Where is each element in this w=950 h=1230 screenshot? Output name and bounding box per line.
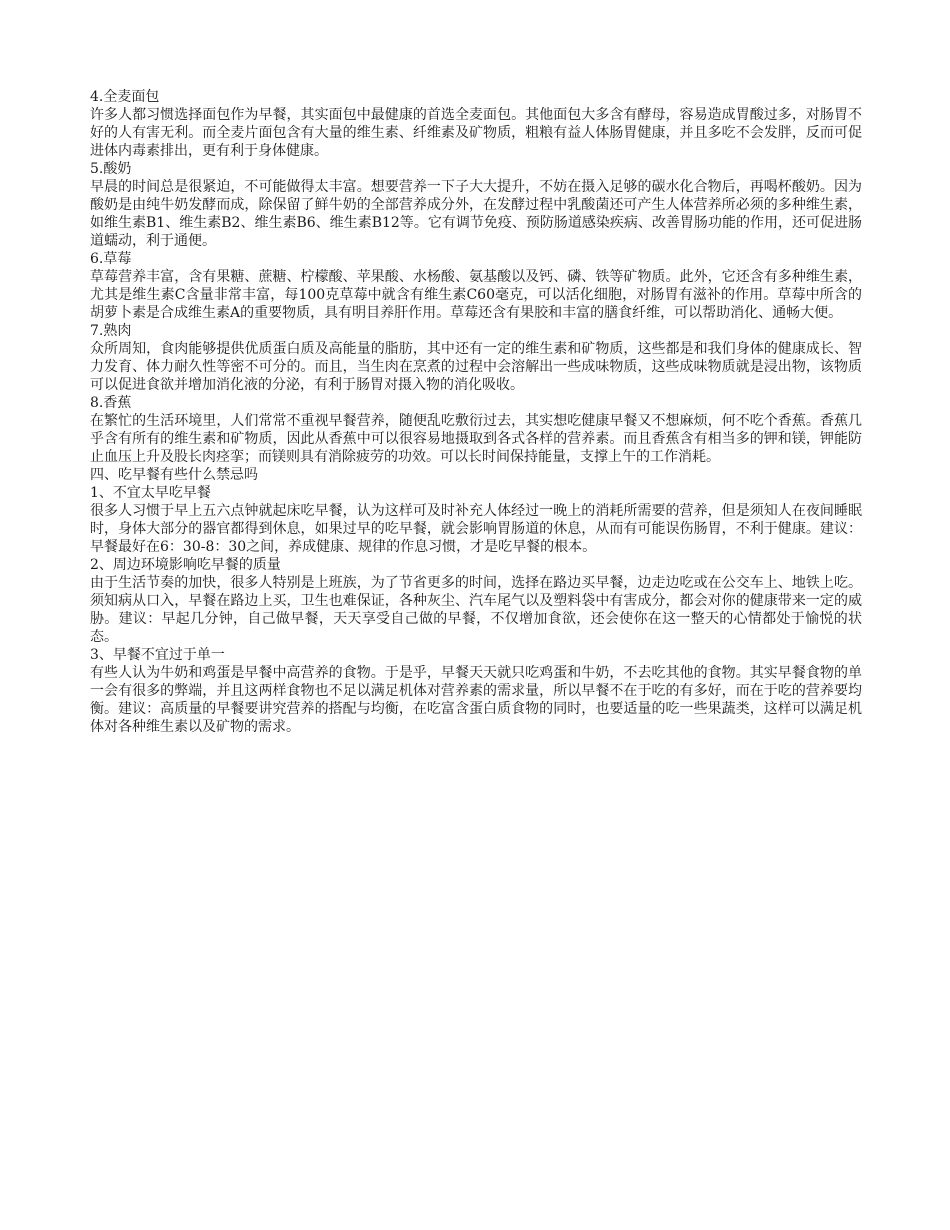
section-paragraph-not-too-simple: 有些人认为牛奶和鸡蛋是早餐中高营养的食物。于是乎，早餐天天就只吃鸡蛋和牛奶，不去吃其他的食物。其实早餐食物的单一会有很多的弊端，并且这两样食物也不足以满足机体对营养素的需求量，所以早餐不在于吃的有多好，而在于吃的营养要均衡。建议：高质量的早餐要讲究营养的搭配与均衡，在吃富含蛋白质食物的同时，也要适量的吃一些果蔬类，这样可以满足机体对各种维生素以及矿物的需求。 xyxy=(90,665,862,735)
section-heading-cooked-meat: 7.熟肉 xyxy=(90,323,132,339)
section-paragraph-cooked-meat: 众所周知，食肉能够提供优质蛋白质及高能量的脂肪，其中还有一定的维生素和矿物质，这些都是和我们身体的健康成长、智力发育、体力耐久性等密不可分的。而且，当生肉在烹煮的过程中会溶解出一些成味物质，这些成味物质就是浸出物，该物质可以促进食欲并增加消化液的分泌，有利于肠胃对摄入物的消化吸收。 xyxy=(90,341,862,393)
section-paragraph-yogurt: 早晨的时间总是很紧迫，不可能做得太丰富。想要营养一下子大大提升，不妨在摄入足够的碳水化合物后，再喝杯酸奶。因为酸奶是由纯牛奶发酵而成，除保留了鲜牛奶的全部营养成分外，在发酵过程中乳酸菌还可产生人体营养所必须的多种维生素，如维生素B1、维生素B2、维生素B6、维生素B12等。它有调节免疫、预防肠道感染疾病、改善胃肠功能的作用，还可促进肠道蠕动，利于通便。 xyxy=(90,179,862,249)
document-body xyxy=(90,88,862,736)
section-paragraph-strawberry: 草莓营养丰富，含有果糖、蔗糖、柠檬酸、苹果酸、水杨酸、氨基酸以及钙、磷、铁等矿物质。此外，它还含有多种维生素，尤其是维生素C含量非常丰富，每100克草莓中就含有维生素C60毫克，可以活化细胞，对肠胃有滋补的作用。草莓中所含的胡萝卜素是合成维生素A的重要物质，具有明目养肝作用。草莓还含有果胶和丰富的膳食纤维，可以帮助消化、通畅大便。 xyxy=(90,269,862,321)
section-heading-environment: 2、周边环境影响吃早餐的质量 xyxy=(90,557,281,573)
section-paragraph-whole-wheat-bread: 许多人都习惯选择面包作为早餐，其实面包中最健康的首选全麦面包。其他面包大多含有酵母，容易造成胃酸过多，对肠胃不好的人有害无利。而全麦片面包含有大量的维生素、纤维素及矿物质，粗粮有益人体肠胃健康，并且多吃不会发胖，反而可促进体内毒素排出，更有利于身体健康。 xyxy=(90,107,862,159)
chapter-heading-breakfast-taboos: 四、吃早餐有些什么禁忌吗 xyxy=(90,467,258,483)
section-heading-not-too-early: 1、不宜太早吃早餐 xyxy=(90,485,211,501)
section-paragraph-banana: 在繁忙的生活环境里，人们常常不重视早餐营养，随便乱吃敷衍过去，其实想吃健康早餐又不想麻烦，何不吃个香蕉。香蕉几乎含有所有的维生素和矿物质，因此从香蕉中可以很容易地摄取到各式各样的营养素。而且香蕉含有相当多的钾和镁，钾能防止血压上升及股长肉痉挛；而镁则具有消除疲劳的功效。可以长时间保持能量，支撑上午的工作消耗。 xyxy=(90,413,862,465)
section-heading-banana: 8.香蕉 xyxy=(90,395,132,411)
section-heading-strawberry: 6.草莓 xyxy=(90,251,132,267)
section-heading-yogurt: 5.酸奶 xyxy=(90,161,132,177)
section-paragraph-environment: 由于生活节奏的加快，很多人特别是上班族，为了节省更多的时间，选择在路边买早餐，边走边吃或在公交车上、地铁上吃。须知病从口入，早餐在路边上买，卫生也难保证，各种灰尘、汽车尾气以及塑料袋中有害成分，都会对你的健康带来一定的威胁。建议：早起几分钟，自己做早餐，天天享受自己做的早餐，不仅增加食欲，还会使你在这一整天的心情都处于愉悦的状态。 xyxy=(90,575,862,645)
section-paragraph-not-too-early: 很多人习惯于早上五六点钟就起床吃早餐，认为这样可及时补充人体经过一晚上的消耗所需要的营养，但是须知人在夜间睡眠时，身体大部分的器官都得到休息，如果过早的吃早餐，就会影响胃肠道的休息，从而有可能误伤肠胃，不利于健康。建议：早餐最好在6：30-8：30之间，养成健康、规律的作息习惯，才是吃早餐的根本。 xyxy=(90,503,862,555)
section-heading-not-too-simple: 3、早餐不宜过于单一 xyxy=(90,647,225,663)
section-heading-whole-wheat-bread: 4.全麦面包 xyxy=(90,89,160,105)
